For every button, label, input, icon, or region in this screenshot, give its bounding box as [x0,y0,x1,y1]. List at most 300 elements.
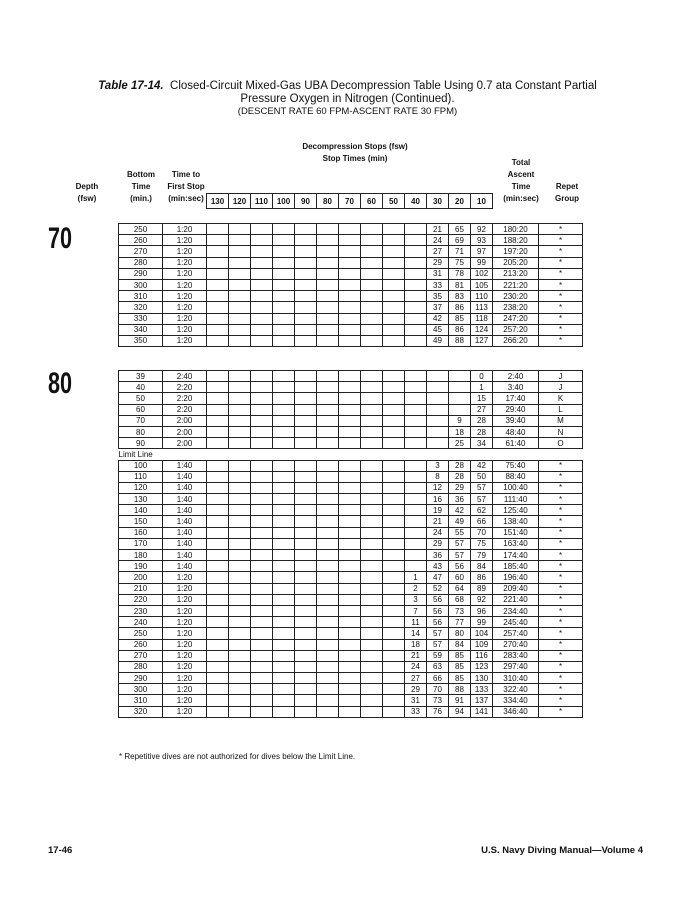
stop-40-cell [405,279,427,290]
time-to-first-stop-cell: 1:20 [163,235,207,246]
empty-stop-cell [229,561,251,572]
table-row [119,426,583,437]
empty-stop-cell [383,684,405,695]
time-to-first-stop-cell: 1:40 [163,505,207,516]
stop-30-cell: 42 [427,313,449,324]
total-ascent-time-cell: 180:20 [493,224,539,235]
empty-stop-cell [207,527,229,538]
empty-stop-cell [295,224,317,235]
stop-30-cell: 70 [427,684,449,695]
repet-group-cell: * [539,494,583,505]
empty-stop-cell [361,650,383,661]
repet-group-cell: * [539,302,583,313]
stop-40-cell [405,550,427,561]
empty-stop-cell [207,291,229,302]
total-ascent-time-cell: 29:40 [493,404,539,415]
repet-group-cell: * [539,538,583,549]
empty-stop-cell [361,268,383,279]
empty-stop-cell [229,628,251,639]
repet-group-cell: J [539,371,583,382]
empty-stop-cell [295,650,317,661]
empty-stop-cell [361,257,383,268]
stop-10-cell: 42 [471,460,493,471]
stop-40-cell [405,393,427,404]
empty-stop-cell [361,313,383,324]
empty-stop-cell [317,415,339,426]
empty-stop-cell [317,482,339,493]
empty-stop-cell [361,460,383,471]
empty-stop-cell [229,382,251,393]
bottom-time-cell: 250 [119,628,163,639]
empty-stop-cell [339,471,361,482]
time-to-first-stop-cell: 1:40 [163,550,207,561]
time-to-first-stop-cell: 1:20 [163,605,207,616]
depth-80-table [118,370,583,718]
repet-group-cell: * [539,617,583,628]
stop-30-cell: 47 [427,572,449,583]
depth-70-table [118,223,583,347]
total-ascent-time-cell: 209:40 [493,583,539,594]
empty-stop-cell [251,302,273,313]
time-to-first-stop-cell: 1:20 [163,335,207,346]
stop-30-cell: 33 [427,279,449,290]
stop-20-cell: 29 [449,482,471,493]
depth-80-label: 80 [48,367,73,400]
time-to-first-stop-cell: 1:20 [163,268,207,279]
stop-40-cell [405,313,427,324]
time-to-first-stop-cell: 1:20 [163,572,207,583]
total-ascent-time-cell: 283:40 [493,650,539,661]
empty-stop-cell [295,605,317,616]
empty-stop-cell [273,257,295,268]
empty-stop-cell [295,404,317,415]
empty-stop-cell [229,438,251,449]
empty-stop-cell [251,661,273,672]
empty-stop-cell [339,594,361,605]
stop-20-cell: 25 [449,438,471,449]
empty-stop-cell [295,279,317,290]
empty-stop-cell [207,471,229,482]
empty-stop-cell [361,415,383,426]
stop-20-cell: 18 [449,426,471,437]
empty-stop-cell [295,382,317,393]
table-row [119,438,583,449]
stop-20-cell: 84 [449,639,471,650]
empty-stop-cell [383,527,405,538]
caption-title-1: Closed-Circuit Mixed-Gas UBA Decompression Table Using 0.7 ata Constant Partial [170,80,597,92]
stop-10-cell: 28 [471,426,493,437]
bottom-time-cell: 210 [119,583,163,594]
stop-30-cell: 21 [427,224,449,235]
empty-stop-cell [251,572,273,583]
empty-stop-cell [317,527,339,538]
empty-stop-cell [295,661,317,672]
stop-10-cell: 75 [471,538,493,549]
empty-stop-cell [317,235,339,246]
stop-10-cell: 0 [471,371,493,382]
bottom-time-cell: 100 [119,460,163,471]
repet-group-cell: * [539,224,583,235]
table-row [119,516,583,527]
empty-stop-cell [339,279,361,290]
empty-stop-cell [339,246,361,257]
bottom-time-cell: 260 [119,639,163,650]
stop-40-cell [405,404,427,415]
table-row [119,628,583,639]
empty-stop-cell [229,684,251,695]
total-ascent-time-cell: 48:40 [493,426,539,437]
total-ascent-time-cell: 221:20 [493,279,539,290]
stop-20-cell: 88 [449,335,471,346]
table-row [119,639,583,650]
empty-stop-cell [339,639,361,650]
stop-20-cell: 68 [449,594,471,605]
empty-stop-cell [361,404,383,415]
bottom-time-cell: 80 [119,426,163,437]
repet-group-cell: O [539,438,583,449]
empty-stop-cell [229,324,251,335]
empty-stop-cell [251,583,273,594]
bottom-time-cell: 170 [119,538,163,549]
empty-stop-cell [295,583,317,594]
repet-group-cell: * [539,561,583,572]
stop-30-cell: 43 [427,561,449,572]
total-ascent-time-cell: 310:40 [493,673,539,684]
empty-stop-cell [317,324,339,335]
empty-stop-cell [273,426,295,437]
footnote: * Repetitive dives are not authorized for dives below the Limit Line. [119,752,356,761]
bottom-time-cell: 280 [119,661,163,672]
decomp-stops-header: Decompression Stops (fsw) Stop Times (min) [302,142,408,163]
repet-group-cell: * [539,313,583,324]
empty-stop-cell [207,438,229,449]
empty-stop-cell [295,505,317,516]
empty-stop-cell [339,617,361,628]
time-to-first-stop-cell: 1:20 [163,695,207,706]
empty-stop-cell [361,684,383,695]
empty-stop-cell [339,460,361,471]
empty-stop-cell [339,550,361,561]
table-row [119,460,583,471]
empty-stop-cell [229,335,251,346]
stop-10-cell: 28 [471,415,493,426]
stop-40-cell [405,527,427,538]
empty-stop-cell [251,538,273,549]
table-row [119,257,583,268]
repet-group-cell: * [539,661,583,672]
stop-header-130: 130 [206,193,229,209]
total-ascent-time-cell: 111:40 [493,494,539,505]
total-ascent-time-cell: 197:20 [493,246,539,257]
empty-stop-cell [251,561,273,572]
stop-20-cell: 80 [449,628,471,639]
empty-stop-cell [383,482,405,493]
empty-stop-cell [295,302,317,313]
empty-stop-cell [251,324,273,335]
empty-stop-cell [273,460,295,471]
bottom-time-cell: 290 [119,673,163,684]
empty-stop-cell [229,605,251,616]
total-ascent-time-cell: 138:40 [493,516,539,527]
empty-stop-cell [207,382,229,393]
repet-group-cell: * [539,594,583,605]
stop-40-cell [405,291,427,302]
stop-30-cell: 24 [427,527,449,538]
empty-stop-cell [207,393,229,404]
empty-stop-cell [295,550,317,561]
empty-stop-cell [383,706,405,717]
empty-stop-cell [229,291,251,302]
empty-stop-cell [383,650,405,661]
stop-30-cell: 56 [427,594,449,605]
empty-stop-cell [295,494,317,505]
empty-stop-cell [383,268,405,279]
repet-group-cell: * [539,572,583,583]
stop-30-cell [427,382,449,393]
stop-30-cell [427,438,449,449]
empty-stop-cell [295,561,317,572]
empty-stop-cell [229,538,251,549]
empty-stop-cell [207,550,229,561]
empty-stop-cell [317,583,339,594]
bottom-time-cell: 50 [119,393,163,404]
stop-20-cell: 88 [449,684,471,695]
time-to-first-stop-cell: 1:20 [163,673,207,684]
stop-20-cell: 86 [449,324,471,335]
stop-10-cell: 84 [471,561,493,572]
empty-stop-cell [383,594,405,605]
repet-group-cell: * [539,628,583,639]
caption-title-2: Pressure Oxygen in Nitrogen (Continued). [240,93,455,105]
empty-stop-cell [229,471,251,482]
stop-20-cell: 49 [449,516,471,527]
empty-stop-cell [361,335,383,346]
table-row [119,594,583,605]
time-to-first-stop-cell: 1:20 [163,224,207,235]
empty-stop-cell [207,313,229,324]
empty-stop-cell [339,695,361,706]
empty-stop-cell [295,371,317,382]
bottom-time-cell: 150 [119,516,163,527]
empty-stop-cell [361,494,383,505]
stop-40-cell [405,471,427,482]
bottom-time-cell: 110 [119,471,163,482]
empty-stop-cell [251,291,273,302]
time-to-first-stop-cell: 1:40 [163,471,207,482]
empty-stop-cell [295,257,317,268]
empty-stop-cell [273,404,295,415]
empty-stop-cell [317,617,339,628]
stop-40-cell [405,246,427,257]
empty-stop-cell [229,617,251,628]
bottom-time-cell: 90 [119,438,163,449]
empty-stop-cell [295,673,317,684]
empty-stop-cell [383,617,405,628]
bottom-time-cell: 240 [119,617,163,628]
time-to-first-stop-cell: 1:20 [163,594,207,605]
stop-40-cell [405,382,427,393]
stop-40-cell [405,516,427,527]
empty-stop-cell [229,650,251,661]
empty-stop-cell [207,617,229,628]
empty-stop-cell [339,516,361,527]
bottom-time-cell: 60 [119,404,163,415]
empty-stop-cell [383,628,405,639]
stop-20-cell: 64 [449,583,471,594]
stop-40-cell: 24 [405,661,427,672]
repet-group-cell: * [539,335,583,346]
stop-10-cell: 109 [471,639,493,650]
stop-10-cell: 110 [471,291,493,302]
empty-stop-cell [273,538,295,549]
stop-10-cell: 105 [471,279,493,290]
empty-stop-cell [273,695,295,706]
total-ascent-time-cell: 205:20 [493,257,539,268]
empty-stop-cell [251,650,273,661]
bottom-time-cell: 310 [119,695,163,706]
empty-stop-cell [295,572,317,583]
stop-30-cell: 63 [427,661,449,672]
time-to-first-stop-cell: 1:20 [163,706,207,717]
stop-header-110: 110 [250,193,273,209]
empty-stop-cell [207,628,229,639]
empty-stop-cell [251,494,273,505]
bottom-time-cell: 39 [119,371,163,382]
empty-stop-cell [295,538,317,549]
stop-40-cell [405,268,427,279]
stop-20-cell: 55 [449,527,471,538]
bottom-time-cell: 130 [119,494,163,505]
time-to-first-stop-cell: 1:40 [163,561,207,572]
bottom-time-cell: 250 [119,224,163,235]
stop-40-cell [405,335,427,346]
bottom-time-cell: 310 [119,291,163,302]
stop-20-cell [449,404,471,415]
stop-20-cell [449,382,471,393]
empty-stop-cell [317,572,339,583]
stop-40-cell: 14 [405,628,427,639]
time-to-first-stop-cell: 2:00 [163,438,207,449]
stop-10-cell: 93 [471,235,493,246]
stop-30-cell: 66 [427,673,449,684]
empty-stop-cell [361,516,383,527]
total-ascent-time-cell: 322:40 [493,684,539,695]
empty-stop-cell [361,224,383,235]
empty-stop-cell [207,706,229,717]
empty-stop-cell [273,382,295,393]
empty-stop-cell [295,471,317,482]
total-ascent-time-cell: 230:20 [493,291,539,302]
empty-stop-cell [251,471,273,482]
table-row [119,482,583,493]
stop-header-20: 20 [448,193,471,209]
empty-stop-cell [361,279,383,290]
empty-stop-cell [273,313,295,324]
total-ascent-time-cell: 39:40 [493,415,539,426]
bottom-time-cell: 200 [119,572,163,583]
empty-stop-cell [251,393,273,404]
total-ascent-time-header: Total Ascent Time (min:sec) [503,158,539,203]
stop-30-cell: 57 [427,628,449,639]
stop-20-cell: 28 [449,471,471,482]
empty-stop-cell [251,505,273,516]
empty-stop-cell [361,438,383,449]
repet-group-cell: M [539,415,583,426]
total-ascent-time-cell: 125:40 [493,505,539,516]
empty-stop-cell [251,605,273,616]
stop-10-cell: 141 [471,706,493,717]
stop-20-cell: 71 [449,246,471,257]
repet-group-cell: * [539,246,583,257]
stop-40-cell [405,224,427,235]
empty-stop-cell [229,224,251,235]
empty-stop-cell [383,505,405,516]
empty-stop-cell [317,605,339,616]
repet-group-cell: * [539,291,583,302]
table-row [119,371,583,382]
repet-group-cell: * [539,706,583,717]
empty-stop-cell [229,594,251,605]
total-ascent-time-cell: 3:40 [493,382,539,393]
stop-40-cell [405,482,427,493]
stop-30-cell: 73 [427,695,449,706]
empty-stop-cell [383,673,405,684]
stop-10-cell: 89 [471,583,493,594]
empty-stop-cell [273,572,295,583]
empty-stop-cell [207,684,229,695]
stop-40-cell [405,438,427,449]
empty-stop-cell [317,371,339,382]
stop-header-10: 10 [470,193,493,209]
table-row [119,617,583,628]
repet-group-cell: * [539,257,583,268]
empty-stop-cell [229,313,251,324]
bottom-time-cell: 270 [119,246,163,257]
empty-stop-cell [273,279,295,290]
time-to-first-stop-cell: 1:40 [163,516,207,527]
bottom-time-cell: 260 [119,235,163,246]
empty-stop-cell [229,550,251,561]
stop-30-cell: 56 [427,605,449,616]
empty-stop-cell [295,639,317,650]
empty-stop-cell [317,438,339,449]
empty-stop-cell [317,673,339,684]
time-to-first-stop-cell: 1:20 [163,661,207,672]
empty-stop-cell [361,426,383,437]
time-to-first-stop-cell: 2:20 [163,382,207,393]
empty-stop-cell [295,415,317,426]
empty-stop-cell [273,471,295,482]
repet-group-cell: * [539,695,583,706]
table-row [119,505,583,516]
repet-group-cell: * [539,505,583,516]
empty-stop-cell [339,371,361,382]
empty-stop-cell [273,302,295,313]
time-to-first-stop-cell: 2:00 [163,415,207,426]
time-to-first-stop-cell: 1:20 [163,257,207,268]
repet-group-cell: * [539,550,583,561]
empty-stop-cell [207,257,229,268]
empty-stop-cell [207,235,229,246]
empty-stop-cell [339,426,361,437]
empty-stop-cell [383,257,405,268]
stop-40-cell [405,505,427,516]
time-to-first-stop-cell: 1:40 [163,527,207,538]
total-ascent-time-cell: 257:40 [493,628,539,639]
stop-10-cell: 99 [471,257,493,268]
empty-stop-cell [251,371,273,382]
empty-stop-cell [339,224,361,235]
